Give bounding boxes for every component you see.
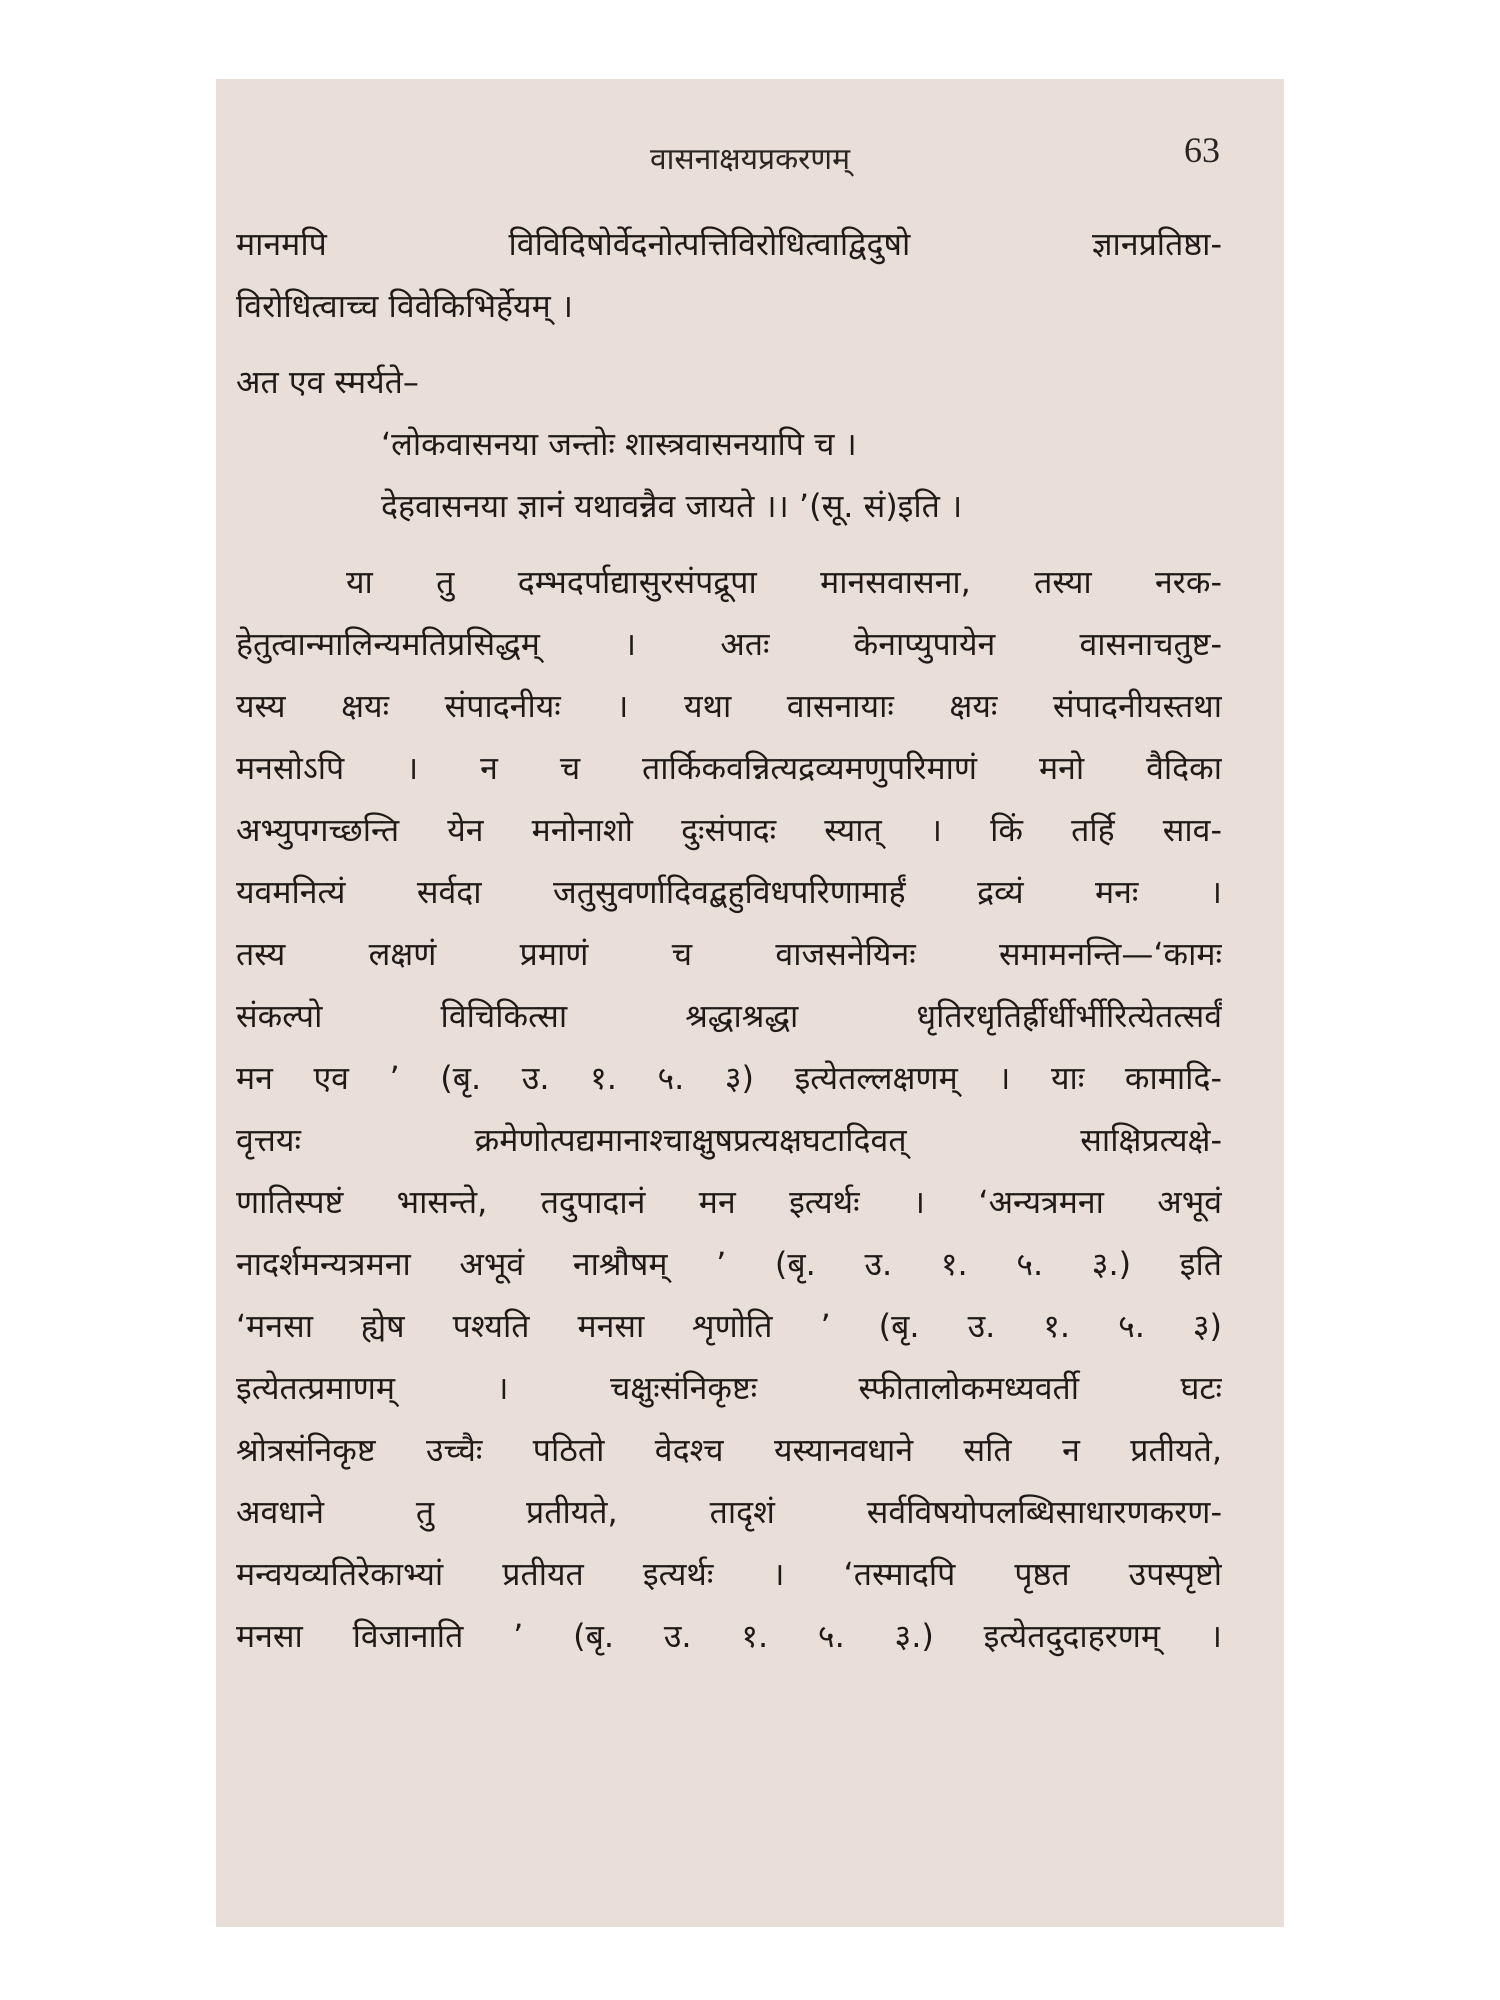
text-line: इत्येतत्प्रमाणम् । चक्षुःसंनिकृष्टः स्फीतालोकमध्यवर्ती घटः xyxy=(236,1369,1222,1407)
text-line: संकल्पो विचिकित्सा श्रद्धाश्रद्धा धृतिरधृतिर्ह्रीर्धीर्भीरित्येतत्सर्वं xyxy=(236,997,1222,1035)
text-line: हेतुत्वान्मालिन्यमतिप्रसिद्धम् । अतः केनाप्युपायेन वासनाचतुष्ट- xyxy=(236,625,1222,663)
text-line: मन्वयव्यतिरेकाभ्यां प्रतीयत इत्यर्थः । ‘तस्मादपि पृष्ठत उपस्पृष्टो xyxy=(236,1555,1222,1593)
body-text xyxy=(236,213,1222,1667)
text-line: यवमनित्यं सर्वदा जतुसुवर्णादिवद्बहुविधपरिणामार्हं द्रव्यं मनः । xyxy=(236,873,1222,911)
text-line: ‘मनसा ह्येष पश्यति मनसा शृणोति ’ (बृ. उ. १. ५. ३) xyxy=(236,1307,1222,1345)
text-line: यस्य क्षयः संपादनीयः । यथा वासनायाः क्षयः संपादनीयस्तथा xyxy=(236,687,1222,725)
text-line: तस्य लक्षणं प्रमाणं च वाजसनेयिनः समामनन्ति—‘कामः xyxy=(236,935,1222,973)
paragraph-gap xyxy=(236,537,1222,551)
text-line: मनसोऽपि । न च तार्किकवन्नित्यद्रव्यमणुपरिमाणं मनो वैदिका xyxy=(236,749,1222,787)
text-line: मन एव ’ (बृ. उ. १. ५. ३) इत्येतल्लक्षणम् । याः कामादि- xyxy=(236,1059,1222,1097)
text-line: विरोधित्वाच्च विवेकिभिर्हेयम् । xyxy=(236,287,574,325)
text-line: या तु दम्भदर्पाद्यासुरसंपद्रूपा मानसवासना, तस्या नरक- xyxy=(346,563,1222,601)
text-line: अभ्युपगच्छन्ति येन मनोनाशो दुःसंपादः स्यात् । किं तर्हि साव- xyxy=(236,811,1222,849)
paragraph-gap xyxy=(236,337,1222,351)
text-line: णातिस्पष्टं भासन्ते, तदुपादानं मन इत्यर्थः । ‘अन्यत्रमना अभूवं xyxy=(236,1183,1222,1221)
text-line: अवधाने तु प्रतीयते, तादृशं सर्वविषयोपलब्धिसाधारणकरण- xyxy=(236,1493,1222,1531)
text-line: श्रोत्रसंनिकृष्ट उच्चैः पठितो वेदश्च यस्यानवधाने सति न प्रतीयते, xyxy=(236,1431,1222,1469)
running-head xyxy=(216,125,1284,185)
verse-line: ‘लोकवासनया जन्तोः शास्त्रवासनयापि च । xyxy=(381,425,857,463)
intro-line: अत एव स्मर्यते– xyxy=(236,363,419,401)
text-line: मनसा विजानाति ’ (बृ. उ. १. ५. ३.) इत्येतदुदाहरणम् । xyxy=(236,1617,1222,1655)
text-line: वृत्तयः क्रमेणोत्पद्यमानाश्चाक्षुषप्रत्यक्षघटादिवत् साक्षिप्रत्यक्षे- xyxy=(236,1121,1222,1159)
book-page xyxy=(216,79,1284,1927)
text-line: नादर्शमन्यत्रमना अभूवं नाश्रौषम् ’ (बृ. उ. १. ५. ३.) इति xyxy=(236,1245,1222,1283)
verse-line: देहवासनया ज्ञानं यथावन्नैव जायते ।। ’(सू. सं)इति । xyxy=(381,487,963,525)
running-title: वासनाक्षयप्रकरणम् xyxy=(649,142,851,177)
text-line: मानमपि विविदिषोर्वेदनोत्पत्तिविरोधित्वाद्विदुषो ज्ञानप्रतिष्ठा- xyxy=(236,225,1222,263)
page-number: 63 xyxy=(1184,130,1220,170)
